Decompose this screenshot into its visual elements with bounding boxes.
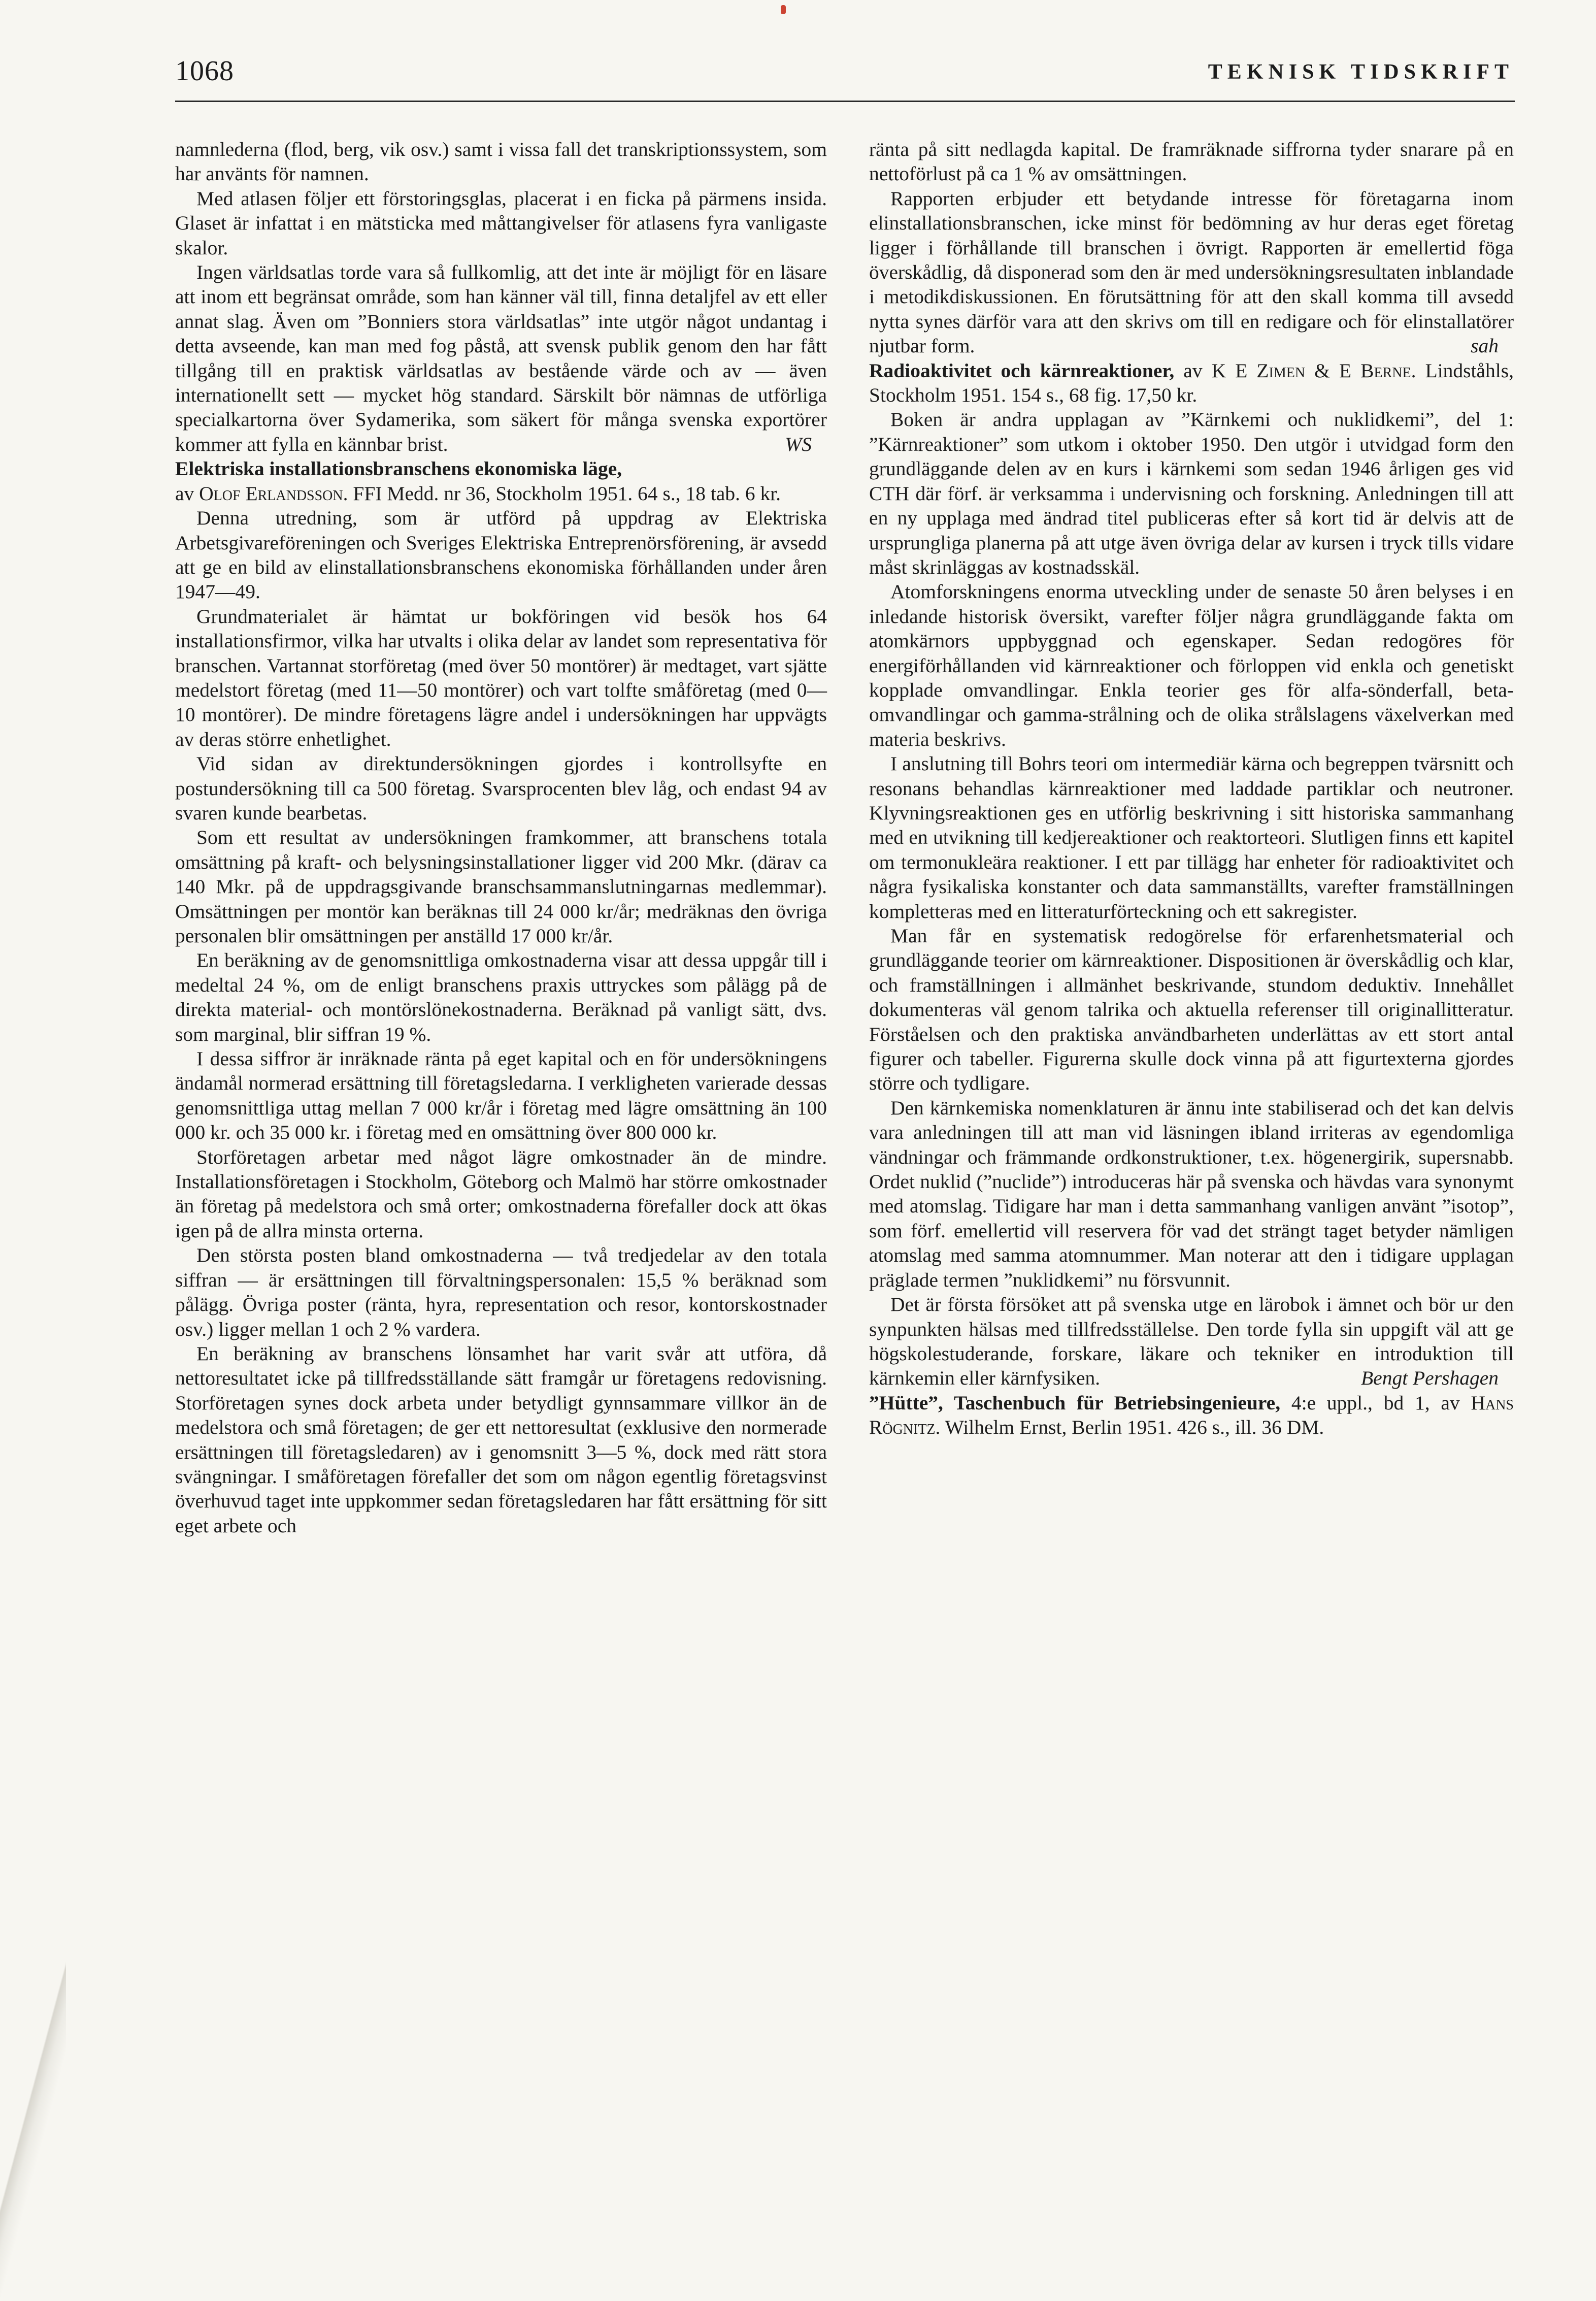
paragraph: Den största posten bland omkostnaderna — två tredjedelar av den totala siffran — är ersättningen till förvaltningspersonalen: 15,5 % beräknad som pålägg. Övriga poster (ränta, hyra, representation och resor, kontorskostnader osv.) ligger mellan 1 och 2 % vardera. (175, 1244, 827, 1340)
paragraph: Den kärnkemiska nomenklaturen är ännu inte stabiliserad och det kan delvis vara anledningen till att man vid läsningen ibland irriteras av egendomliga vändningar och främmande ordkonstruktioner, t.ex. högenergirik, supersnabb. Ordet nuklid (”nuclide”) introduceras här på svenska och hävdas vara synonymt med atomslag. Tidigare har man i detta sammanhang vanligen använt ”isotop”, som förf. emellertid vill reservera för vad det strängt taget betyder nämligen atomslag med samma atomnummer. Man noterar att den i tidigare upplagan präglade termen ”nuklidkemi” nu försvunnit. (869, 1096, 1514, 1291)
review-title: Radioaktivitet och kärnreaktioner, (869, 359, 1175, 382)
paragraph: Man får en systematisk redogörelse för erfarenhetsmaterial och grundläggande teorier om kärnreaktioner. Dispositionen är överskådlig och klar, och framställningen i allmänhet beskrivande, stundom deduktiv. Innehållet dokumenteras väl genom talrika och aktuella referenser till originallitteratur. Förståelsen och den praktiska användbarheten underlättas av ett stort antal figurer och tabeller. Figurerna skulle dock vinna på att figurtexterna gjordes större och tydligare. (869, 925, 1514, 1095)
paragraph: Storföretagen arbetar med något lägre omkostnader än de mindre. Installationsföretagen i Stockholm, Göteborg och Malmö har större omkostnader än företag på medelstora och små orter; omkostnaderna förefaller dock att ökas igen på de allra minsta orterna. (175, 1145, 827, 1242)
review-title: Elektriska installationsbranschens ekonomiska läge, (175, 457, 622, 480)
print-speck (781, 5, 786, 14)
review-details: . Wilhelm Ernst, Berlin 1951. 426 s., ill. 36 DM. (935, 1416, 1324, 1439)
review-details: . FFI Medd. nr 36, Stockholm 1951. 64 s., 18 tab. 6 kr. (343, 482, 781, 505)
paragraph: Vid sidan av direktundersökningen gjordes i kontrollsyfte en postundersökning till ca 500 företag. Svarsprocenten blev låg, och endast 94 av svaren kunde bearbetas. (175, 752, 827, 824)
review-details: 4:e uppl., bd 1, av (1280, 1391, 1471, 1414)
paragraph: ränta på sitt nedlagda kapital. De framräknade siffrorna tyder snarare på en nettoförlust på ca 1 % av omsättningen. (869, 138, 1514, 185)
page-number: 1068 (175, 55, 234, 87)
header-rule (175, 101, 1515, 102)
paragraph (869, 186, 1514, 358)
ampersand: & (1305, 359, 1339, 382)
author-prefix: av (175, 482, 200, 505)
paragraph (869, 1292, 1514, 1391)
reviewer-signature: Bengt Pershagen (1361, 1367, 1499, 1390)
paragraph-text: Rapporten erbjuder ett betydande intresse för företagarna inom elinstallationsbranschen, icke minst för bedömning av hur deras eget företag ligger i förhållande till branschen i övrigt. Rapporten är emellertid föga överskådlig, då disponerad som den är med undersökningsresultaten inblandade i metodikdiskussionen. En förutsättning för att den skall komma till avsedd nytta synes därför vara att den skrivs om till en redigare och för elinstallatörer njutbar form. (869, 187, 1514, 357)
review-author: Hans Rögnitz (869, 1391, 1514, 1439)
reviewer-signature: sah (1471, 335, 1499, 357)
paragraph: Atomforskningens enorma utveckling under de senaste 50 åren belyses i en inledande historisk översikt, varefter följer några grundläggande fakta om atomkärnors uppbyggnad och egenskaper. Sedan redogöres för energiförhållanden vid kärnreaktioner och förloppen vid enkla och genetiskt kopplade omvandlingar. Enkla teorier ges för alfa-sönderfall, beta-omvandlingar och gamma-strålning och de olika strålslagens växelverkan med materia beskrivs. (869, 580, 1514, 750)
review-heading (175, 456, 827, 506)
author-prefix: av (1174, 359, 1212, 382)
left-column (175, 137, 827, 1538)
review-heading (869, 358, 1514, 408)
paragraph: namnlederna (flod, berg, vik osv.) samt i vissa fall det transkriptionssystem, som har använts för namnen. (175, 138, 827, 185)
review-details: . Lindståhls, Stockholm 1951. 154 s., 68 fig. 17,50 kr. (869, 359, 1514, 407)
paragraph: Med atlasen följer ett förstoringsglas, placerat i en ficka på pärmens insida. Glaset är infattat i en mätsticka med måttangivelser för atlasens fyra vanligaste skalor. (175, 187, 827, 259)
paragraph: I dessa siffror är inräknade ränta på eget kapital och en för undersökningens ändamål normerad ersättning till företagsledarna. I verkligheten varierade dessas genomsnittliga uttag mellan 7 000 kr/år i företag med lägre omsättning än 100 000 kr. och 35 000 kr. i företag med en omsättning över 800 000 kr. (175, 1047, 827, 1144)
running-head: TEKNISK TIDSKRIFT (1208, 60, 1514, 84)
review-heading (869, 1391, 1514, 1440)
paragraph-text: Det är första försöket att på svenska utge en lärobok i ämnet och bör ur den synpunkten hälsas med tillfredsställelse. Den torde fylla sin uppgift väl att ge högskolestuderande, forskare, läkare och tekniker en introduktion till kärnkemin eller kärnfysiken. (869, 1293, 1514, 1390)
review-title: ”Hütte”, Taschenbuch für Betriebsingenieure, (869, 1391, 1281, 1414)
page-fold-shadow (0, 1929, 66, 2301)
paragraph: I anslutning till Bohrs teori om intermediär kärna och begreppen tvärsnitt och resonans behandlas kärnreaktioner med laddade partiklar och neutroner. Klyvningsreaktionen ges en utförlig beskrivning i sitt historiska sammanhang med en utvikning till kedjereaktioner och reaktorteori. Slutligen finns ett kapitel om termonukleära reaktioner. I ett par tillägg har enheter för radioaktivitet och några fysikaliska konstanter och data sammanställts, varefter framställningen kompletteras med en litteraturförteckning och ett sakregister. (869, 752, 1514, 923)
paragraph: Som ett resultat av undersökningen framkommer, att branschens totala omsättning på kraft- och belysningsinstallationer ligger vid 200 Mkr. (därav ca 140 Mkr. på de uppdragsgivande branschsammanslutningarnas medlemmar). Omsättningen per montör kan beräknas till 24 000 kr/år; medräknas den övriga personalen blir omsättningen per anställd 17 000 kr/år. (175, 826, 827, 947)
review-author: E Berne (1339, 359, 1411, 382)
reviewer-signature: WS (785, 433, 812, 455)
right-column (869, 137, 1514, 1440)
paragraph: Denna utredning, som är utförd på uppdrag av Elektriska Arbetsgivareföreningen och Sveriges Elektriska Entreprenörsförening, är avsedd att ge en bild av elinstallationsbranschens ekonomiska förhållanden under åren 1947—49. (175, 507, 827, 603)
paragraph-text: Ingen världsatlas torde vara så fullkomlig, att det inte är möjligt för en läsare att inom ett begränsat område, som han känner väl till, finna detaljfel av ett eller annat slag. Även om ”Bonniers stora världsatlas” inte utgör något undantag i detta avseende, kan man med fog påstå, att svensk publik genom den har fått tillgång till en praktisk världsatlas av bestående värde och av — även internationellt sett — mycket hög standard. Särskilt bör nämnas de utförliga specialkartorna över Sydamerika, som säkert för många svenska exportörer kommer att fylla en kännbar brist. (175, 261, 827, 455)
paragraph: En beräkning av branschens lönsamhet har varit svår att utföra, då nettoresultatet icke på tillfredsställande sätt framgår ur företagens redovisning. Storföretagen synes dock arbeta under betydligt gynnsammare villkor än de medelstora och små företagen; de ger ett nettoresultat (exklusive den normerade ersättningen till företagsledaren) av i genomsnitt 3—5 %, dock med rätt stora svängningar. I småföretagen förefaller det som om någon egentlig företagsvinst överhuvud taget inte uppkommer sedan företagsledaren har fått ersättning för sitt eget arbete och (175, 1342, 827, 1537)
paragraph: Boken är andra upplagan av ”Kärnkemi och nuklidkemi”, del 1: ”Kärnreaktioner” som utkom i oktober 1950. Den utgör i utvidgad form den grundläggande delen av en kurs i kärnkemi som sedan 1946 årligen ges vid CTH där förf. är verksamma i undervisning och forskning. Anledningen till att en ny upplaga med ändrad titel publiceras efter så kort tid är delvis att de ursprungliga planerna på att utge även övriga delar av kursen i tryck tills vidare måst skrinläggas av kostnadsskäl. (869, 408, 1514, 578)
paragraph (175, 260, 827, 456)
paragraph: Grundmaterialet är hämtat ur bokföringen vid besök hos 64 installationsfirmor, vilka har utvalts i olika delar av landet som representativa för branschen. Vartannat storföretag (med över 50 montörer) är medtaget, vart sjätte medelstort företag (med 11—50 montörer) och vart tolfte småföretag (med 0—10 montörer). De mindre företagens lägre andel i undersökningen har uppvägts av deras större enhetlighet. (175, 605, 827, 750)
review-author: K E Zimen (1211, 359, 1306, 382)
review-author: Olof Erlandsson (199, 482, 343, 505)
paragraph: En beräkning av de genomsnittliga omkostnaderna visar att dessa uppgår till i medeltal 24 %, om de enligt branschens praxis uttryckes som pålägg på de direkta material- och montörslönekostnaderna. Beräknad på vanligt sätt, dvs. som marginal, blir siffran 19 %. (175, 949, 827, 1045)
